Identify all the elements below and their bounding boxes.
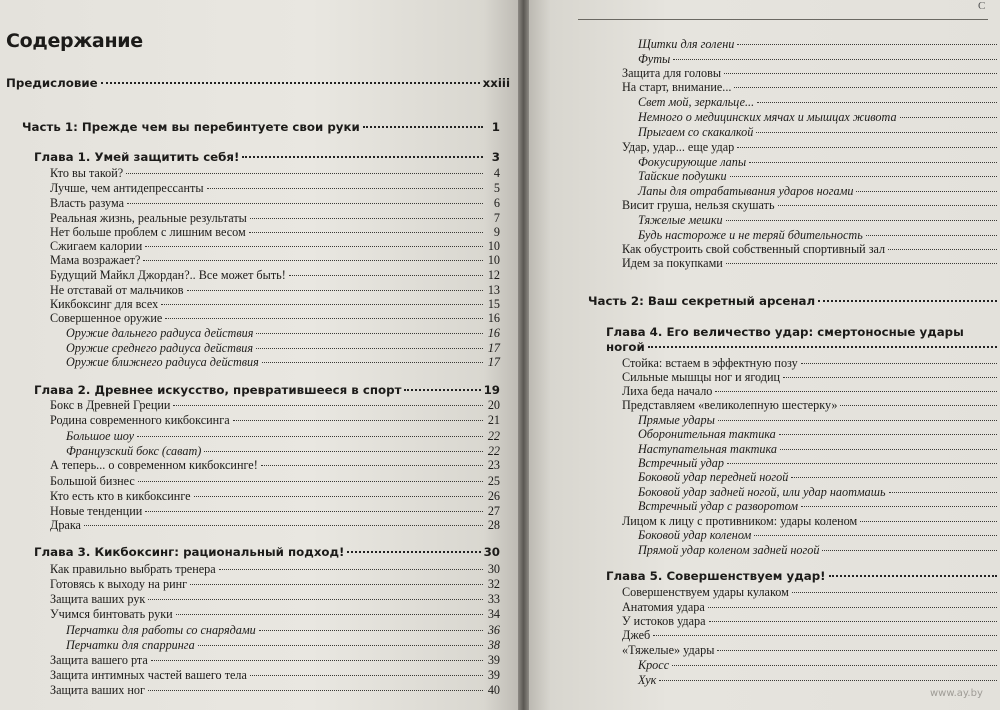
toc-page-number: 10 xyxy=(487,239,500,253)
toc-entry[interactable] xyxy=(66,429,500,444)
toc-entry[interactable] xyxy=(638,110,1000,125)
toc-entry[interactable] xyxy=(638,543,1000,558)
toc-entry-title: Защита интимных частей вашего тела xyxy=(50,668,247,682)
toc-page-number: 5 xyxy=(493,181,500,195)
toc-entry[interactable] xyxy=(50,239,500,254)
toc-entry-title: Глава 5. Совершенствуем удар! xyxy=(606,569,826,583)
toc-page-number: 22 xyxy=(487,429,500,443)
book-spine xyxy=(518,0,529,710)
dot-leader xyxy=(137,436,483,437)
dot-leader xyxy=(187,290,484,291)
toc-entry[interactable] xyxy=(622,628,1000,643)
toc-page-number: 22 xyxy=(487,444,500,458)
dot-leader xyxy=(404,389,480,391)
toc-page-number: 40 xyxy=(487,683,500,697)
toc-entry-title: Оружие ближнего радиуса действия xyxy=(66,355,259,369)
dot-leader xyxy=(151,660,483,661)
toc-page-number: 25 xyxy=(487,474,500,488)
toc-entry-title: Тайские подушки xyxy=(638,169,727,183)
toc-page-number: 16 xyxy=(487,311,500,325)
watermark: www.ay.by xyxy=(930,688,983,699)
toc-heading-entry[interactable] xyxy=(22,120,500,135)
toc-entry[interactable] xyxy=(50,607,500,622)
dot-leader xyxy=(261,465,483,466)
dot-leader xyxy=(256,348,483,349)
dot-leader xyxy=(717,650,997,651)
toc-heading-entry[interactable] xyxy=(606,340,1000,355)
toc-entry-title: Глава 2. Древнее искусство, превратившееся в спорт xyxy=(34,383,402,397)
toc-entry[interactable] xyxy=(622,356,1000,371)
toc-page-number: 4 xyxy=(493,166,500,180)
dot-leader xyxy=(829,575,997,577)
dot-leader xyxy=(727,463,997,464)
dot-leader xyxy=(198,645,483,646)
dot-leader xyxy=(783,377,997,378)
toc-entry-title: Встречный удар с разворотом xyxy=(638,499,799,513)
dot-leader xyxy=(148,690,483,691)
dot-leader xyxy=(856,191,997,192)
toc-entry-title: Большое шоу xyxy=(66,429,135,443)
dot-leader xyxy=(347,551,480,553)
dot-leader xyxy=(866,235,997,236)
toc-entry[interactable] xyxy=(638,37,1000,52)
toc-heading-entry[interactable] xyxy=(34,383,500,398)
toc-entry-title: Мама возражает? xyxy=(50,253,141,267)
toc-entry-title: ногой xyxy=(606,340,645,354)
toc-entry[interactable] xyxy=(50,458,500,473)
dot-leader xyxy=(726,220,997,221)
dot-leader xyxy=(860,521,997,522)
toc-page-number: 15 xyxy=(487,297,500,311)
dot-leader xyxy=(737,147,997,148)
toc-page-number: 21 xyxy=(487,413,500,427)
dot-leader xyxy=(756,132,997,133)
toc-entry[interactable] xyxy=(638,427,1000,442)
toc-entry[interactable] xyxy=(622,600,1000,615)
toc-entry-title: Кикбоксинг для всех xyxy=(50,297,159,311)
dot-leader xyxy=(730,176,997,177)
toc-entry[interactable] xyxy=(622,66,1000,81)
toc-entry-title: Родина современного кикбоксинга xyxy=(50,413,230,427)
dot-leader xyxy=(161,304,483,305)
toc-entry-title: Встречный удар xyxy=(638,456,724,470)
dot-leader xyxy=(780,449,997,450)
toc-entry-title: Наступательная тактика xyxy=(638,442,777,456)
toc-entry-title: Прямые удары xyxy=(638,413,715,427)
toc-entry[interactable] xyxy=(50,253,500,268)
toc-entry[interactable] xyxy=(638,155,1000,170)
dot-leader xyxy=(749,162,997,163)
dot-leader xyxy=(801,506,997,507)
toc-entry[interactable] xyxy=(622,643,1000,658)
toc-page-number: 10 xyxy=(487,253,500,267)
dot-leader xyxy=(145,246,483,247)
toc-entry-title: Анатомия удара xyxy=(622,600,705,614)
toc-entry[interactable] xyxy=(66,638,500,653)
toc-entry[interactable] xyxy=(50,413,500,428)
toc-entry[interactable] xyxy=(66,355,500,370)
toc-entry-title: Новые тенденции xyxy=(50,504,143,518)
toc-entry-title: Власть разума xyxy=(50,196,124,210)
toc-entry[interactable] xyxy=(638,470,1000,485)
toc-entry[interactable] xyxy=(50,225,500,240)
dot-leader xyxy=(256,333,483,334)
toc-entry[interactable] xyxy=(638,184,1000,199)
dot-leader xyxy=(126,173,483,174)
toc-heading-entry[interactable] xyxy=(588,294,1000,309)
toc-entry[interactable] xyxy=(50,474,500,489)
toc-heading-entry[interactable] xyxy=(606,569,1000,584)
dot-leader xyxy=(757,102,997,103)
dot-leader xyxy=(127,203,483,204)
toc-page-number: 28 xyxy=(487,518,500,532)
toc-entry[interactable] xyxy=(638,169,1000,184)
dot-leader xyxy=(778,205,997,206)
toc-entry[interactable] xyxy=(50,283,500,298)
toc-entry-title: Лицом к лицу с противником: удары коленом xyxy=(622,514,858,528)
toc-entry-title: Глава 3. Кикбоксинг: рациональный подход! xyxy=(34,545,345,559)
toc-entry[interactable] xyxy=(638,413,1000,428)
dot-leader xyxy=(801,363,997,364)
toc-entry-title: Оборонительная тактика xyxy=(638,427,776,441)
toc-page-number: 33 xyxy=(487,592,500,606)
toc-entry-title: На старт, внимание... xyxy=(622,80,732,94)
toc-entry[interactable] xyxy=(622,256,1000,271)
toc-entry[interactable] xyxy=(50,166,500,181)
toc-page-number: 6 xyxy=(493,196,500,210)
toc-chapter-heading[interactable]: Глава 4. Его величество удар: смертоносные удары xyxy=(606,325,964,339)
dot-leader xyxy=(888,249,997,250)
dot-leader xyxy=(708,607,997,608)
toc-entry-title: Часть 2: Ваш секретный арсенал xyxy=(588,294,816,308)
toc-entry-title: Большой бизнес xyxy=(50,474,135,488)
toc-page-number: 17 xyxy=(487,341,500,355)
toc-entry-title: Свет мой, зеркальце... xyxy=(638,95,755,109)
dot-leader xyxy=(242,156,483,158)
toc-title: Содержание xyxy=(6,30,143,52)
dot-leader xyxy=(900,117,997,118)
toc-page-number: xxiii xyxy=(482,76,510,90)
toc-entry-title: Драка xyxy=(50,518,81,532)
dot-leader xyxy=(648,346,997,348)
toc-entry-title: Защита вашего рта xyxy=(50,653,148,667)
dot-leader xyxy=(754,535,997,536)
toc-page-number: 19 xyxy=(483,383,500,397)
toc-entry-title: Стойка: встаем в эффектную позу xyxy=(622,356,798,370)
toc-entry[interactable] xyxy=(50,297,500,312)
toc-entry-title: Готовясь к выходу на ринг xyxy=(50,577,188,591)
toc-entry[interactable] xyxy=(50,577,500,592)
toc-entry-title: Учимся бинтовать руки xyxy=(50,607,173,621)
toc-entry[interactable] xyxy=(622,140,1000,155)
toc-entry-title: Лучше, чем антидепрессанты xyxy=(50,181,204,195)
toc-entry-title: Предисловие xyxy=(6,76,98,90)
toc-entry-title: Защита для головы xyxy=(622,66,722,80)
toc-entry[interactable] xyxy=(622,585,1000,600)
toc-entry-title: Как обустроить свой собственный спортивный зал xyxy=(622,242,886,256)
toc-entry-title: Как правильно выбрать тренера xyxy=(50,562,216,576)
dot-leader xyxy=(145,511,483,512)
toc-entry[interactable] xyxy=(50,504,500,519)
dot-leader xyxy=(207,188,483,189)
toc-entry-title: Прыгаем со скакалкой xyxy=(638,125,754,139)
toc-entry-title: Висит груша, нельзя скушать xyxy=(622,198,775,212)
toc-entry-title: Фокусирующие лапы xyxy=(638,155,747,169)
toc-page-number: 9 xyxy=(493,225,500,239)
toc-entry-title: Будь настороже и не теряй бдительность xyxy=(638,228,863,242)
toc-entry-title: Перчатки для спарринга xyxy=(66,638,195,652)
dot-leader xyxy=(190,584,483,585)
dot-leader xyxy=(194,496,483,497)
toc-entry-title: У истоков удара xyxy=(622,614,706,628)
toc-page-number: 13 xyxy=(487,283,500,297)
toc-entry-title: Защита ваших рук xyxy=(50,592,146,606)
toc-page-number: 30 xyxy=(487,562,500,576)
dot-leader xyxy=(363,126,483,128)
toc-entry-title: Хук xyxy=(638,673,657,687)
toc-entry[interactable] xyxy=(66,326,500,341)
running-head-letter: С xyxy=(978,0,986,12)
dot-leader xyxy=(143,260,483,261)
toc-page-number: 16 xyxy=(487,326,500,340)
toc-entry-title: Бокс в Древней Греции xyxy=(50,398,171,412)
toc-page-number: 1 xyxy=(491,120,500,134)
toc-entry[interactable] xyxy=(50,181,500,196)
toc-entry-title: Оружие дальнего радиуса действия xyxy=(66,326,254,340)
toc-entry[interactable] xyxy=(622,514,1000,529)
toc-entry-title: Оружие среднего радиуса действия xyxy=(66,341,254,355)
toc-page-number: 23 xyxy=(487,458,500,472)
toc-entry-title: Французский бокс (сават) xyxy=(66,444,202,458)
toc-entry[interactable] xyxy=(622,198,1000,213)
toc-page-number: 30 xyxy=(483,545,500,559)
toc-entry[interactable] xyxy=(638,499,1000,514)
toc-entry-title: Будущий Майкл Джордан?.. Все может быть! xyxy=(50,268,286,282)
toc-entry[interactable] xyxy=(50,268,500,283)
toc-entry-title: Реальная жизнь, реальные результаты xyxy=(50,211,247,225)
dot-leader xyxy=(822,550,997,551)
toc-entry-title: Кто есть кто в кикбоксинге xyxy=(50,489,191,503)
dot-leader xyxy=(138,481,483,482)
toc-entry[interactable] xyxy=(638,95,1000,110)
toc-entry[interactable] xyxy=(50,398,500,413)
dot-leader xyxy=(889,492,997,493)
toc-page-number: 39 xyxy=(487,668,500,682)
toc-entry-title: Кросс xyxy=(638,658,670,672)
toc-entry[interactable] xyxy=(50,311,500,326)
toc-entry-title: Сжигаем калории xyxy=(50,239,143,253)
toc-page-number: 36 xyxy=(487,623,500,637)
dot-leader xyxy=(724,73,997,74)
toc-entry[interactable] xyxy=(638,485,1000,500)
dot-leader xyxy=(165,318,483,319)
toc-entry[interactable] xyxy=(66,444,500,459)
toc-page-number: 7 xyxy=(493,211,500,225)
dot-leader xyxy=(715,391,997,392)
dot-leader xyxy=(219,569,483,570)
toc-entry[interactable] xyxy=(622,614,1000,629)
dot-leader xyxy=(718,420,997,421)
toc-entry-title: Идем за покупками xyxy=(622,256,723,270)
toc-page-number: 17 xyxy=(487,355,500,369)
toc-entry-title: Лиха беда начало xyxy=(622,384,713,398)
dot-leader xyxy=(173,405,483,406)
dot-leader xyxy=(233,420,483,421)
dot-leader xyxy=(148,599,483,600)
toc-entry[interactable] xyxy=(638,228,1000,243)
toc-entry-title: Прямой удар коленом задней ногой xyxy=(638,543,820,557)
dot-leader xyxy=(659,680,997,681)
toc-entry[interactable] xyxy=(638,125,1000,140)
dot-leader xyxy=(289,275,483,276)
toc-entry-title: Не отставай от мальчиков xyxy=(50,283,184,297)
dot-leader xyxy=(262,362,483,363)
toc-entry[interactable] xyxy=(50,562,500,577)
toc-page-number: 20 xyxy=(487,398,500,412)
toc-page-number: 34 xyxy=(487,607,500,621)
toc-entry-title: Кто вы такой? xyxy=(50,166,124,180)
toc-entry[interactable] xyxy=(638,442,1000,457)
toc-entry[interactable] xyxy=(638,213,1000,228)
toc-page-number: 32 xyxy=(487,577,500,591)
toc-entry-title: Футы xyxy=(638,52,671,66)
toc-entry[interactable] xyxy=(622,242,1000,257)
dot-leader xyxy=(250,218,483,219)
toc-entry-title: Лапы для отрабатывания ударов ногами xyxy=(638,184,854,198)
toc-entry-title: Совершенствуем удары кулаком xyxy=(622,585,789,599)
toc-entry-title: Нет больше проблем с лишним весом xyxy=(50,225,246,239)
toc-heading-entry[interactable] xyxy=(34,545,500,560)
toc-heading-entry[interactable] xyxy=(34,150,500,165)
dot-leader xyxy=(249,232,483,233)
dot-leader xyxy=(726,263,997,264)
toc-entry-title: Немного о медицинских мячах и мышцах живота xyxy=(638,110,897,124)
dot-leader xyxy=(791,477,997,478)
dot-leader xyxy=(737,44,997,45)
toc-entry[interactable] xyxy=(622,384,1000,399)
toc-page-number: 12 xyxy=(487,268,500,282)
toc-page-number: 27 xyxy=(487,504,500,518)
toc-entry[interactable] xyxy=(50,489,500,504)
toc-page-number: 39 xyxy=(487,653,500,667)
toc-entry[interactable] xyxy=(638,52,1000,67)
toc-entry-title: А теперь... о современном кикбоксинге! xyxy=(50,458,258,472)
dot-leader xyxy=(250,675,483,676)
toc-page-number: 26 xyxy=(487,489,500,503)
dot-leader xyxy=(653,635,997,636)
toc-entry[interactable] xyxy=(638,528,1000,543)
toc-entry-title: Тяжелые мешки xyxy=(638,213,723,227)
toc-entry[interactable] xyxy=(66,623,500,638)
toc-entry[interactable] xyxy=(50,683,500,698)
toc-entry[interactable] xyxy=(66,341,500,356)
toc-entry-title: Представляем «великолепную шестерку» xyxy=(622,398,838,412)
dot-leader xyxy=(709,621,997,622)
toc-entry[interactable] xyxy=(50,211,500,226)
toc-entry-title: «Тяжелые» удары xyxy=(622,643,715,657)
toc-heading-entry[interactable] xyxy=(6,76,510,91)
dot-leader xyxy=(840,405,997,406)
toc-entry[interactable] xyxy=(50,196,500,211)
toc-entry[interactable] xyxy=(50,518,500,533)
toc-entry-title: Совершенное оружие xyxy=(50,311,163,325)
dot-leader xyxy=(259,630,483,631)
dot-leader xyxy=(734,87,997,88)
toc-entry-title: Джеб xyxy=(622,628,651,642)
toc-entry[interactable] xyxy=(638,658,1000,673)
toc-entry[interactable] xyxy=(50,653,500,668)
dot-leader xyxy=(792,592,997,593)
toc-entry-title: Сильные мышцы ног и ягодиц xyxy=(622,370,781,384)
toc-entry[interactable] xyxy=(50,668,500,683)
toc-entry[interactable] xyxy=(638,673,1000,688)
dot-leader xyxy=(673,59,997,60)
toc-entry[interactable] xyxy=(622,398,1000,413)
toc-entry-title: Щитки для голени xyxy=(638,37,735,51)
toc-entry-title: Часть 1: Прежде чем вы перебинтуете свои руки xyxy=(22,120,360,134)
toc-entry-title: Глава 1. Умей защитить себя! xyxy=(34,150,240,164)
dot-leader xyxy=(176,614,483,615)
toc-entry-title: Боковой удар коленом xyxy=(638,528,752,542)
toc-entry-title: Боковой удар передней ногой xyxy=(638,470,789,484)
dot-leader xyxy=(818,300,997,302)
dot-leader xyxy=(101,82,480,84)
toc-entry-title: Боковой удар задней ногой, или удар наотмашь xyxy=(638,485,886,499)
toc-entry[interactable] xyxy=(622,370,1000,385)
dot-leader xyxy=(84,525,483,526)
dot-leader xyxy=(779,434,997,435)
toc-page-number: 38 xyxy=(487,638,500,652)
toc-entry[interactable] xyxy=(622,80,1000,95)
dot-leader xyxy=(672,665,997,666)
toc-page-number: 3 xyxy=(491,150,500,164)
toc-entry[interactable] xyxy=(638,456,1000,471)
dot-leader xyxy=(204,451,483,452)
toc-entry-title: Защита ваших ног xyxy=(50,683,146,697)
toc-entry-title: Перчатки для работы со снарядами xyxy=(66,623,256,637)
toc-entry[interactable] xyxy=(50,592,500,607)
toc-entry-title: Удар, удар... еще удар xyxy=(622,140,735,154)
header-rule xyxy=(578,19,988,20)
